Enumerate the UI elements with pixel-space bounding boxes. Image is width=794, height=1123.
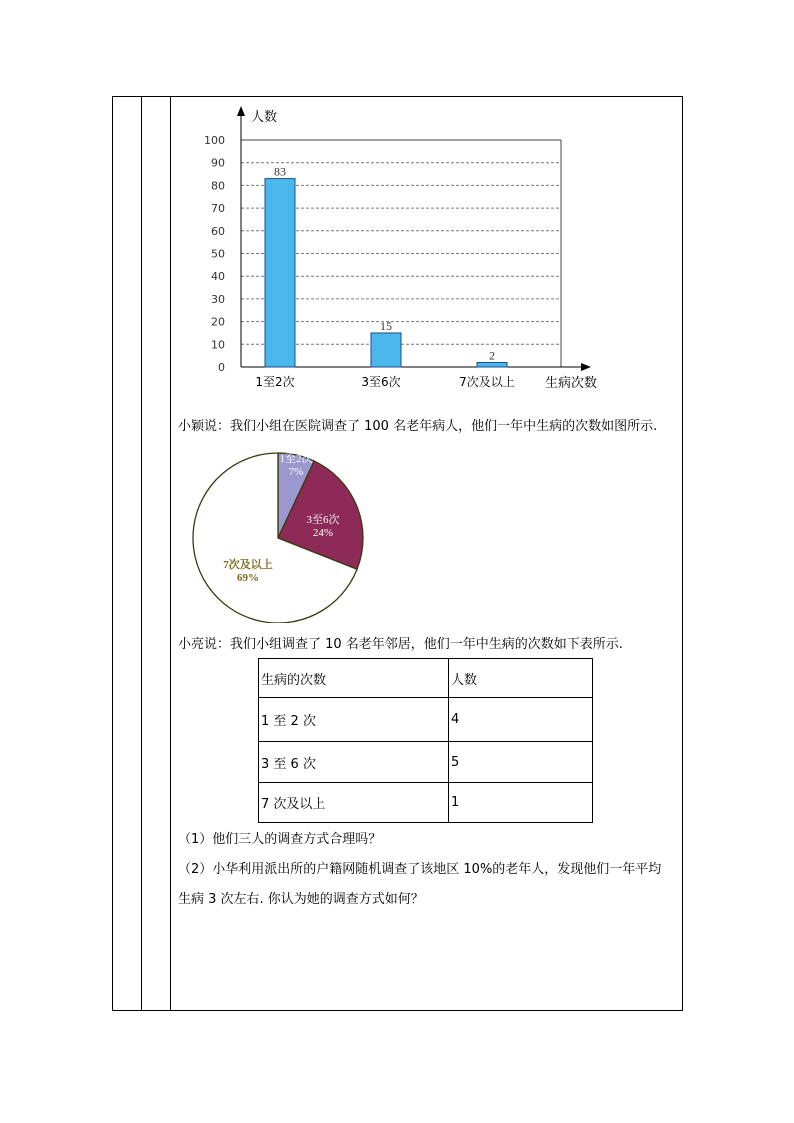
bar-y-tick-label: 70 bbox=[211, 202, 225, 216]
bar-2 bbox=[371, 333, 401, 367]
bar-value-label: 15 bbox=[380, 318, 392, 333]
table-cell: 5 bbox=[449, 742, 593, 783]
bar-chart-y-ticks bbox=[204, 134, 225, 374]
bar-y-tick-label: 100 bbox=[204, 134, 225, 147]
pie-slice-label: 7次及以上 bbox=[223, 559, 273, 571]
question-2-line-1: （2）小华利用派出所的户籍网随机调查了该地区 10%的老年人，发现他们一年平均 bbox=[178, 862, 662, 877]
question-1: （1）他们三人的调查方式合理吗？ bbox=[178, 832, 382, 847]
table-row bbox=[259, 742, 593, 783]
table-header-row bbox=[259, 659, 593, 698]
bar-y-tick-label: 0 bbox=[218, 361, 225, 374]
table-row bbox=[259, 783, 593, 823]
bar-chart-x-label: 生病次数 bbox=[545, 376, 598, 391]
bar-y-tick-label: 80 bbox=[211, 179, 225, 193]
bar-chart bbox=[195, 100, 605, 400]
pie-chart bbox=[188, 448, 378, 623]
bar-y-tick-label: 90 bbox=[211, 156, 225, 170]
xiaoying-statement: 小颖说：我们小组在医院调查了 100 名老年病人，他们一年中生病的次数如图所示. bbox=[178, 419, 658, 434]
table-cell: 7 次及以上 bbox=[259, 783, 449, 823]
bar-chart-bars bbox=[255, 165, 514, 389]
question-2-line-2: 生病 3 次左右. 你认为她的调查方式如何？ bbox=[178, 892, 424, 907]
xiaoliang-statement: 小亮说：我们小组调查了 10 名老年邻居，他们一年中生病的次数如下表所示. bbox=[178, 637, 623, 652]
bar-y-axis-arrow bbox=[237, 106, 245, 116]
pie-chart-slices bbox=[193, 453, 363, 623]
table-cell: 3 至 6 次 bbox=[259, 742, 449, 783]
pie-slice-label: 3至6次 bbox=[306, 514, 340, 526]
bar-x-axis-arrow bbox=[581, 363, 591, 371]
bar-1 bbox=[265, 179, 295, 367]
bar-value-label: 83 bbox=[274, 164, 286, 179]
sick-count-table bbox=[258, 658, 593, 823]
bar-y-tick-label: 60 bbox=[211, 224, 225, 238]
table-cell: 4 bbox=[449, 698, 593, 742]
table-header-cell: 人数 bbox=[449, 659, 593, 698]
bar-category-label: 7次及以上 bbox=[459, 375, 515, 389]
pie-slice-percent: 7% bbox=[288, 466, 304, 478]
bar-3 bbox=[477, 362, 507, 367]
bar-y-tick-label: 20 bbox=[211, 315, 225, 329]
bar-category-label: 3至6次 bbox=[361, 375, 401, 389]
column-divider-2 bbox=[170, 97, 171, 1010]
bar-category-label: 1至2次 bbox=[255, 375, 295, 389]
bar-y-tick-label: 30 bbox=[211, 292, 225, 306]
table-cell: 1 bbox=[449, 783, 593, 823]
pie-slice-percent: 24% bbox=[312, 527, 334, 539]
bar-y-tick-label: 50 bbox=[211, 247, 225, 261]
bar-value-label: 2 bbox=[489, 348, 495, 363]
pie-slice-percent: 69% bbox=[237, 572, 259, 584]
bar-y-tick-label: 40 bbox=[211, 270, 225, 284]
column-divider-1 bbox=[141, 97, 142, 1010]
pie-slice-label: 1至2次 bbox=[279, 453, 313, 465]
table-row bbox=[259, 698, 593, 742]
bar-chart-y-label: 人数 bbox=[251, 110, 278, 125]
table-cell: 1 至 2 次 bbox=[259, 698, 449, 742]
table-header-cell: 生病的次数 bbox=[259, 659, 449, 698]
bar-y-tick-label: 10 bbox=[211, 338, 225, 352]
